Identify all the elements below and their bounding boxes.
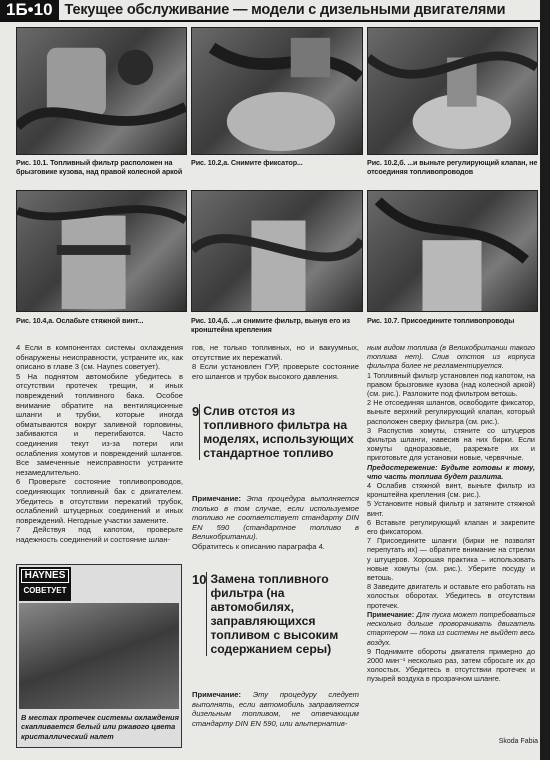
caption-fig-10-4a: Рис. 10.4,a. Ослабьте стяжной винт... xyxy=(16,316,144,325)
paragraph: 8 Если установлен ГУР, проверьте состояние его шлангов и трубок высокого давления. xyxy=(192,362,359,381)
photo-fig-10-7 xyxy=(367,190,538,312)
note-text: Для пуска может потребоваться несколько дольше проворачивать двигатель стартером — пока из системы не выйдет весь воздух. xyxy=(367,609,536,647)
caption-fig-10-2a: Рис. 10.2,a. Снимите фиксатор... xyxy=(191,158,303,167)
paragraph: 2 Не отсоединяя шлангов, освободите фиксатор, выньте верхний регулирующий клапан, который расположен сверху фильтра (см. рис.). xyxy=(367,398,535,426)
caption-fig-10-4b: Рис. 10.4,б. ...и снимите фильтр, вынув его из кронштейна крепления xyxy=(191,316,350,334)
note-10 xyxy=(192,690,359,728)
section-title: Слив отстоя из топливного фильтра на моделях, использующих стандартное топливо xyxy=(199,404,359,460)
haynes-brand: HAYNES xyxy=(21,569,69,583)
paragraph: 5 Установите новый фильтр и затяните стяжной винт. xyxy=(367,499,535,518)
column-2-text xyxy=(192,343,359,381)
section-10-heading xyxy=(192,572,359,656)
photo-fig-10-2a xyxy=(191,27,363,155)
note-text: Эту процедуру следует выполнять, если автомобиль заправляется дизельным топливом, не отвечающим стандарту DIN EN 590, или альтернатив- xyxy=(192,690,359,728)
paragraph: ным видом топлива (в Великобритании такого топлива нет). Слив отстоя из корпуса фильтра более не регламентируется. xyxy=(367,343,535,371)
note-9 xyxy=(192,494,359,552)
photo-fig-10-4b xyxy=(191,190,363,312)
section-9-heading xyxy=(192,404,359,460)
haynes-photo xyxy=(19,603,179,709)
paragraph: 8 Заведите двигатель и оставьте его работать на холостых оборотах. Убедитесь в отсутствии протечек. xyxy=(367,582,535,610)
haynes-caption: В местах протечек системы охлаждения скапливается белый или ржавого цвета кристаллический налет xyxy=(21,713,179,741)
caption-fig-10-7: Рис. 10.7. Присоедините топливопроводы xyxy=(367,316,515,325)
paragraph: Предостережение: Будьте готовы к тому, что часть топлива будет разлита. xyxy=(367,462,535,481)
note-text: Эта процедура выполняется только в том случае, если используемое топливо не соответствует стандарту DIN EN 590 (стандартное топливо в Великобритании). xyxy=(192,494,359,542)
page-header xyxy=(0,0,540,22)
paragraph: 4 Ослабив стяжной винт, выньте фильтр из кронштейна крепления (см. рис.). xyxy=(367,481,535,500)
caption-fig-10-1: Рис. 10.1. Топливный фильтр расположен на брызговике кузова, над правой колесной аркой xyxy=(16,158,183,176)
page-title: Текущее обслуживание — модели с дизельными двигателями xyxy=(64,2,506,18)
paragraph xyxy=(367,610,535,647)
note-label: Примечание: xyxy=(367,609,415,619)
column-1-text xyxy=(16,343,183,544)
page-footer: Skoda Fabia xyxy=(498,738,538,745)
haynes-tag: СОВЕТУЕТ xyxy=(23,586,67,595)
caption-fig-10-2b: Рис. 10.2,б. ...и выньте регулирующий клапан, не отсоединяя топливопроводов xyxy=(367,158,538,176)
paragraph: 6 Проверьте состояние топливопроводов, соединяющих топливный бак с двигателем. Убедитесь в отсутствии перекатий трубок, ослаблений штуцерных соединений и иных повреждений. Негодные участки замените. xyxy=(16,477,183,525)
paragraph: 5 На поднятом автомобиле убедитесь в отсутствии протечек трещин, и иных повреждений топливного бака. Особое внимание обратите на вентиляционные шланги и трубки, которые иногда обматываются вокруг заливной горловины, забиваются и перегибаются. Часто соединения текут из-за потери или ослабления хомутов и повреждений шлангов. Все замеченные неисправности устраните незамедлительно. xyxy=(16,371,183,477)
paragraph: 7 Присоедините шланги (бирки не позволят перепутать их) — обратите внимание на стрелки у штуцеров. Хорошая практика – использовать новые хомуты (см. рис.). Уберите посуду и ветошь. xyxy=(367,536,535,583)
paragraph: 7 Действуя под капотом, проверьте надежность соединений и состояние шлан- xyxy=(16,525,183,544)
page-number: 1Б•10 xyxy=(0,0,59,21)
photo-fig-10-4a xyxy=(16,190,187,312)
photo-fig-10-1 xyxy=(16,27,187,155)
section-number: 9 xyxy=(192,404,200,419)
paragraph: 6 Вставьте регулирующий клапан и закрепите его фиксатором. xyxy=(367,517,535,537)
haynes-badge xyxy=(19,567,71,601)
paragraph: 4 Если в компонентах системы охлаждения обнаружены неисправности, устраните их, как описано в главе 3 (см. Haynes советует). xyxy=(16,343,183,372)
photo-fig-10-2b xyxy=(367,27,538,155)
paragraph: 1 Топливный фильтр установлен под капотом, на правом брызговике кузова (над колесной аркой) (см. рис.). Разложите под фильтром ветошь. xyxy=(367,370,535,399)
note-label: Примечание: xyxy=(192,494,242,503)
haynes-tip-box xyxy=(16,564,182,748)
note-label: Примечание: xyxy=(192,690,242,699)
paragraph: гов, не только топливных, но и вакуумных, отсутствие их пережатий. xyxy=(192,343,359,362)
page-edge xyxy=(540,0,550,760)
paragraph: 3 Распустив хомуты, стяните со штуцеров фильтра шланги, навесив на них бирки. Если хомуты одноразовые, разрежьте их и приготовьте для установки новые, червячные. xyxy=(367,425,535,463)
note-ref: Обратитесь к описанию параграфа 4. xyxy=(192,541,325,551)
section-title: Замена топливного фильтра (на автомобилях, заправляющихся топливом с высоким содержанием серы) xyxy=(206,572,359,656)
section-number: 10 xyxy=(192,572,207,587)
column-3-text xyxy=(367,343,535,684)
paragraph: 9 Поднимите обороты двигателя примерно до 2000 мин⁻¹ несколько раз, затем сбросьте их до холостых. Убедитесь в отсутствии протечек и пузырей воздуха в прозрачном шланге. xyxy=(367,646,535,684)
